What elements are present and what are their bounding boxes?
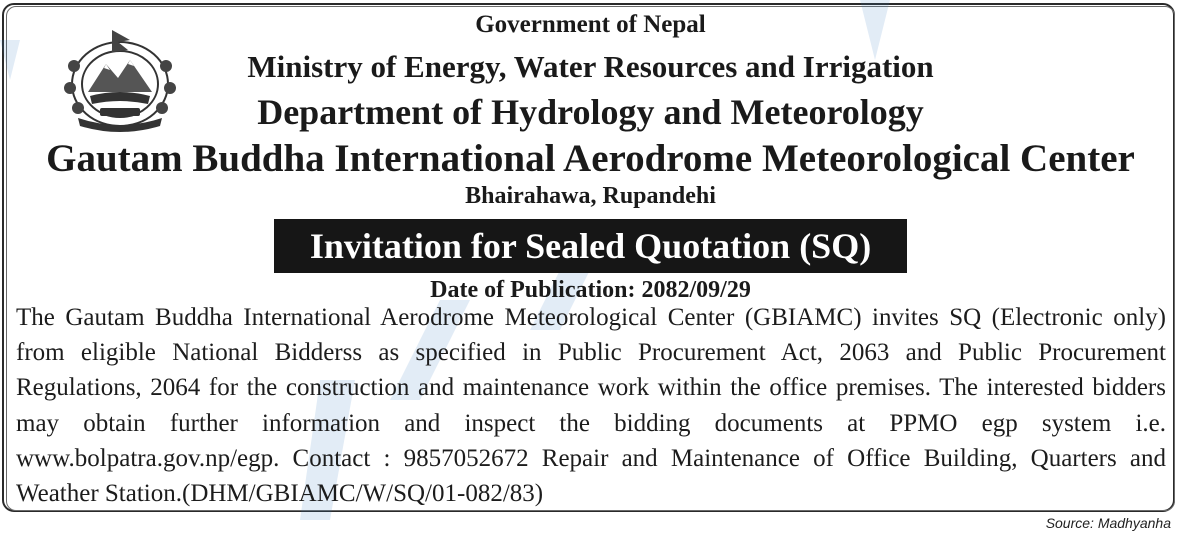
location: Bhairahawa, Rupandehi	[465, 183, 716, 209]
ministry-name: Ministry of Energy, Water Resources and Irrigation	[247, 49, 934, 84]
government-name: Government of Nepal	[475, 11, 706, 38]
source-credit: Source: Madhyanha	[1045, 515, 1171, 531]
department-name: Department of Hydrology and Meteorology	[257, 92, 924, 132]
notice-body: The Gautam Buddha International Aerodrome Meteorological Center (GBIAMC) invites SQ (Electronic only) from eligible National Bidderss as specified in Public Procurement Act, 2063 and Public Procurement Regulations, 2064 for the construction and maintenance work within the office premises. The interested bidders may obtain further information and inspect the bidding documents at PPMO egp system i.e. www.bolpatra.gov.np/egp. Contact : 9857052672 Repair and Maintenance of Office Building, Quarters and Weather Station.(DHM/GBIAMC/W/SQ/01-082/83)	[16, 304, 1166, 508]
publication-date: Date of Publication: 2082/09/29	[430, 277, 751, 303]
center-name: Gautam Buddha International Aerodrome Meteorological Center	[46, 137, 1135, 180]
notice-title-banner: Invitation for Sealed Quotation (SQ)	[274, 219, 907, 273]
